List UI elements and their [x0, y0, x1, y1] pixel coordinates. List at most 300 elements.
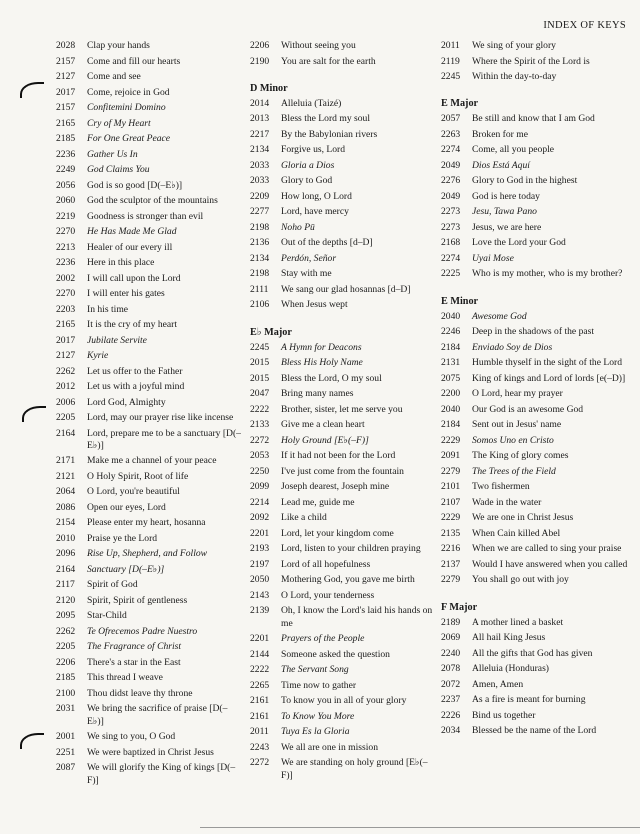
hymn-number: 2047	[250, 388, 270, 400]
index-entry	[56, 397, 246, 409]
index-entry	[56, 319, 246, 331]
hymn-number: 2144	[250, 648, 270, 660]
hymn-title: When Cain killed Abel	[472, 527, 561, 539]
hymn-title: It is the cry of my heart	[87, 319, 178, 330]
hymn-title: I've just come from the fountain	[281, 465, 404, 477]
hymn-number: 2193	[250, 543, 270, 555]
hymn-number: 2017	[56, 334, 76, 346]
hymn-number: 2069	[441, 632, 461, 644]
hymn-title: Lead me, guide me	[281, 496, 355, 508]
hymn-number: 2222	[250, 664, 270, 676]
index-entry	[56, 71, 246, 83]
hymn-title: Time now to gather	[281, 679, 357, 691]
index-entry	[56, 164, 246, 176]
hymn-title: We sing of your glory	[472, 40, 556, 51]
hymn-title: Bring many names	[281, 388, 354, 400]
hymn-title: I will enter his gates	[87, 288, 165, 299]
hymn-title: Someone asked the question	[281, 648, 390, 660]
hymn-number: 2086	[56, 501, 76, 513]
index-entry	[250, 711, 440, 723]
index-entry	[56, 564, 246, 576]
hymn-title: Enviado Soy de Dios	[472, 341, 553, 353]
hymn-number: 2262	[56, 365, 76, 377]
index-entry	[441, 512, 631, 524]
index-entry	[56, 40, 246, 52]
hymn-title: We are one in Christ Jesus	[472, 512, 574, 524]
index-entry	[250, 253, 440, 265]
index-entry	[56, 149, 246, 161]
hymn-number: 2198	[250, 221, 270, 233]
hymn-title: Bless the Lord my soul	[281, 113, 371, 125]
index-entry	[441, 543, 631, 555]
hymn-number: 2111	[250, 283, 269, 295]
index-entry	[441, 694, 631, 706]
hymn-number: 2262	[56, 625, 76, 637]
hymn-title: God the sculptor of the mountains	[87, 195, 218, 206]
index-entry	[441, 497, 631, 509]
hymn-number: 2154	[56, 517, 76, 529]
hymn-number: 2200	[441, 388, 461, 400]
hymn-number: 2276	[441, 175, 461, 187]
hymn-number: 2011	[250, 726, 269, 738]
index-entry	[250, 342, 440, 354]
hymn-title: Brother, sister, let me serve you	[281, 403, 403, 415]
hymn-title: A mother lined a basket	[472, 616, 564, 628]
index-entry	[250, 742, 440, 754]
index-entry	[441, 175, 631, 187]
hymn-number: 2015	[250, 372, 270, 384]
hymn-number: 2216	[441, 543, 461, 555]
index-entry	[56, 118, 246, 130]
hymn-title: Lord God, Almighty	[87, 396, 166, 408]
index-entry	[250, 680, 440, 692]
index-entry	[441, 481, 631, 493]
hymn-title: We will glorify the King of kings [D(–F)]	[87, 762, 236, 786]
hymn-title: Dios Está Aquí	[472, 159, 530, 171]
hymn-title: Give me a clean heart	[281, 419, 365, 431]
index-entry	[56, 102, 246, 114]
index-entry	[441, 56, 631, 68]
index-entry	[56, 747, 246, 759]
hymn-number: 2206	[56, 656, 76, 668]
index-entry	[56, 428, 246, 453]
hymn-number: 2165	[56, 117, 76, 129]
index-entry	[250, 590, 440, 602]
index-entry	[441, 144, 631, 156]
hymn-title: Lord, may our prayer rise like incense	[87, 412, 234, 423]
index-entry	[56, 548, 246, 560]
hymn-title: In his time	[87, 303, 129, 315]
hymn-title: Let us offer to the Father	[87, 365, 183, 377]
hymn-title: Come, all you people	[472, 144, 555, 156]
index-entry	[56, 502, 246, 514]
index-entry	[56, 304, 246, 316]
hymn-number: 2236	[56, 257, 76, 268]
index-entry	[250, 664, 440, 676]
hymn-number: 2270	[56, 288, 76, 299]
hymn-title: There's a star in the East	[87, 656, 181, 668]
index-entry	[441, 191, 631, 203]
hymn-title: Please enter my heart, hosanna	[87, 517, 206, 529]
hymn-number: 2034	[441, 725, 461, 737]
hymn-title: Praise ye the Lord	[87, 532, 158, 544]
hymn-number: 2010	[56, 532, 76, 544]
hymn-number: 2277	[250, 206, 270, 218]
index-entry	[250, 40, 440, 52]
hymn-number: 2131	[441, 357, 461, 369]
hymn-title: Jesu, Tawa Pano	[472, 206, 537, 218]
hymn-title: Spirit, Spirit of gentleness	[87, 594, 188, 606]
hymn-title: Glory to God in the highest	[472, 175, 578, 187]
hymn-title: Come and fill our hearts	[87, 55, 181, 67]
index-entry	[441, 528, 631, 540]
index-entry	[250, 435, 440, 447]
hymn-title: Here in this place	[87, 257, 155, 268]
hymn-number: 2135	[441, 527, 461, 539]
index-entry	[441, 40, 631, 52]
index-entry	[250, 373, 440, 385]
hymn-number: 2273	[441, 206, 461, 218]
hymn-number: 2205	[56, 641, 76, 653]
index-entry	[56, 595, 246, 607]
hymn-title: Without seeing you	[281, 40, 356, 51]
page-edge-line	[200, 827, 640, 828]
index-entry	[441, 679, 631, 691]
hymn-title: When Jesus wept	[281, 299, 348, 311]
hymn-title: Gloria a Dios	[281, 159, 335, 171]
hymn-title: He Has Made Me Glad	[87, 226, 177, 237]
hymn-number: 2127	[56, 71, 76, 82]
hymn-number: 2013	[250, 113, 270, 125]
hymn-title: For One Great Peace	[87, 133, 171, 144]
hymn-title: When we are called to sing your praise	[472, 543, 622, 555]
hymn-title: Bless the Lord, O my soul	[281, 372, 382, 384]
index-entry	[441, 648, 631, 660]
key-section-heading: E Major	[441, 98, 479, 110]
hymn-title: Sanctuary [D(–E♭)]	[87, 563, 165, 575]
hymn-title: Be still and know that I am God	[472, 113, 595, 125]
index-entry	[56, 641, 246, 653]
hymn-number: 2136	[250, 237, 270, 249]
margin-pen-mark	[20, 733, 44, 749]
index-entry	[56, 257, 246, 269]
hymn-number: 2184	[441, 419, 461, 431]
hymn-title: How long, O Lord	[281, 190, 352, 202]
hymn-title: Glory to God	[281, 175, 333, 187]
hymn-title: Broken for me	[472, 128, 528, 140]
hymn-title: Te Ofrecemos Padre Nuestro	[87, 625, 198, 637]
hymn-title: All the gifts that God has given	[472, 647, 593, 659]
index-entry	[56, 56, 246, 68]
index-entry	[56, 672, 246, 684]
hymn-title: This thread I weave	[87, 672, 163, 684]
hymn-number: 2096	[56, 548, 76, 560]
hymn-number: 2190	[250, 55, 270, 67]
hymn-title: Oh, I know the Lord's laid his hands on me	[281, 605, 433, 629]
index-entry	[56, 688, 246, 700]
hymn-number: 2217	[250, 128, 270, 140]
hymn-title: Bind us together	[472, 709, 536, 721]
hymn-number: 2157	[56, 55, 76, 67]
hymn-number: 2197	[250, 558, 270, 570]
hymn-number: 2057	[441, 113, 461, 125]
hymn-title: Where the Spirit of the Lord is	[472, 55, 590, 67]
hymn-title: You shall go out with joy	[472, 574, 569, 586]
index-entry	[250, 726, 440, 738]
hymn-title: If it had not been for the Lord	[281, 450, 396, 462]
index-entry	[56, 87, 246, 99]
hymn-number: 2279	[441, 574, 461, 586]
hymn-title: We are standing on holy ground [E♭(–F)]	[281, 757, 428, 781]
hymn-title: King of kings and Lord of lords [e(–D)]	[472, 372, 626, 384]
hymn-title: Wade in the water	[472, 496, 542, 508]
hymn-title: Amen, Amen	[472, 678, 524, 690]
hymn-number: 2028	[56, 40, 76, 51]
hymn-number: 2168	[441, 237, 461, 249]
hymn-title: We bring the sacrifice of praise [D(–E♭)]	[87, 703, 228, 727]
hymn-number: 2117	[56, 579, 75, 591]
index-entry	[56, 657, 246, 669]
hymn-number: 2206	[250, 40, 270, 51]
index-column-3	[441, 40, 631, 741]
hymn-title: O Holy Spirit, Root of life	[87, 470, 189, 482]
index-entry	[56, 242, 246, 254]
hymn-title: To know you in all of your glory	[281, 695, 407, 707]
hymn-number: 2246	[441, 326, 461, 338]
index-entry	[441, 268, 631, 280]
hymn-number: 2012	[56, 381, 76, 392]
hymn-title: O Lord, you're beautiful	[87, 486, 180, 498]
hymn-number: 2250	[250, 465, 270, 477]
key-section-heading: F Major	[441, 601, 478, 613]
hymn-number: 2143	[250, 589, 270, 601]
index-entry	[250, 357, 440, 369]
hymn-number: 2274	[441, 144, 461, 156]
hymn-title: Uyai Mose	[472, 252, 514, 264]
hymn-title: Joseph dearest, Joseph mine	[281, 481, 390, 493]
hymn-number: 2133	[250, 419, 270, 431]
index-entry	[56, 180, 246, 192]
index-entry	[56, 455, 246, 467]
index-entry	[250, 237, 440, 249]
hymn-number: 2060	[56, 195, 76, 206]
index-entry	[441, 373, 631, 385]
index-entry	[56, 626, 246, 638]
hymn-number: 2001	[56, 731, 76, 743]
hymn-title: You are salt for the earth	[281, 55, 376, 67]
index-entry	[56, 579, 246, 591]
hymn-number: 2137	[441, 558, 461, 570]
hymn-number: 2050	[250, 574, 270, 586]
hymn-title: Come, rejoice in God	[87, 86, 170, 98]
hymn-number: 2201	[250, 633, 270, 645]
hymn-title: God Claims You	[87, 164, 150, 175]
hymn-title: Clap your hands	[87, 40, 150, 51]
hymn-number: 2185	[56, 133, 76, 144]
hymn-number: 2161	[250, 710, 270, 722]
index-entry	[441, 160, 631, 172]
hymn-title: Deep in the shadows of the past	[472, 326, 595, 338]
hymn-number: 2189	[441, 616, 461, 628]
hymn-number: 2273	[441, 221, 461, 233]
index-entry	[441, 113, 631, 125]
index-entry	[250, 419, 440, 431]
hymn-number: 2249	[56, 164, 76, 175]
hymn-title: Bless His Holy Name	[281, 357, 363, 369]
index-entry	[441, 559, 631, 571]
hymn-number: 2134	[250, 252, 270, 264]
index-entry	[441, 357, 631, 369]
index-entry	[56, 211, 246, 223]
hymn-number: 2053	[250, 450, 270, 462]
index-entry	[441, 311, 631, 323]
hymn-title: Stay with me	[281, 268, 332, 280]
hymn-title: Lord of all hopefulness	[281, 558, 371, 570]
index-entry	[441, 388, 631, 400]
hymn-number: 2245	[441, 71, 461, 82]
hymn-number: 2185	[56, 672, 76, 684]
hymn-number: 2229	[441, 434, 461, 446]
hymn-title: Out of the depths [d–D]	[281, 237, 373, 249]
hymn-title: Perdón, Señor	[281, 252, 337, 264]
key-section-heading: E Minor	[441, 295, 479, 307]
index-entry	[441, 237, 631, 249]
hymn-title: Somos Uno en Cristo	[472, 434, 554, 446]
hymn-title: By the Babylonian rivers	[281, 128, 378, 140]
hymn-number: 2011	[441, 40, 460, 51]
index-entry	[441, 222, 631, 234]
index-entry	[250, 574, 440, 586]
hymn-number: 2017	[56, 86, 76, 98]
hymn-title: We were baptized in Christ Jesus	[87, 746, 214, 758]
index-entry	[250, 56, 440, 68]
hymn-number: 2139	[250, 605, 270, 617]
margin-pen-mark	[22, 406, 46, 422]
hymn-number: 2171	[56, 455, 76, 467]
hymn-number: 2040	[441, 310, 461, 322]
hymn-number: 2203	[56, 303, 76, 315]
index-entry	[250, 543, 440, 555]
index-entry	[250, 649, 440, 661]
index-entry	[441, 632, 631, 644]
hymn-number: 2119	[441, 55, 460, 67]
hymn-number: 2265	[250, 679, 270, 691]
hymn-title: All hail King Jesus	[472, 632, 546, 644]
index-entry	[250, 113, 440, 125]
hymn-title: Let us with a joyful mind	[87, 381, 185, 392]
hymn-title: Our God is an awesome God	[472, 403, 584, 415]
hymn-title: Healer of our every ill	[87, 241, 173, 253]
index-entry	[441, 617, 631, 629]
page-header: INDEX OF KEYS	[543, 20, 626, 31]
hymn-title: The Servant Song	[281, 664, 349, 676]
hymn-number: 2240	[441, 647, 461, 659]
hymn-title: Humble thyself in the sight of the Lord	[472, 357, 623, 369]
hymn-number: 2100	[56, 687, 76, 699]
hymn-number: 2134	[250, 144, 270, 156]
hymn-title: Like a child	[281, 512, 327, 524]
hymn-number: 2198	[250, 268, 270, 280]
hymn-number: 2002	[56, 272, 76, 284]
index-entry	[250, 144, 440, 156]
index-entry	[250, 695, 440, 707]
hymn-title: Blessed be the name of the Lord	[472, 725, 597, 737]
hymn-number: 2225	[441, 268, 461, 280]
index-entry	[250, 528, 440, 540]
index-entry	[250, 268, 440, 280]
hymn-title: Lord, let your kingdom come	[281, 527, 394, 539]
hymn-title: Thou didst leave thy throne	[87, 687, 193, 699]
hymn-number: 2222	[250, 403, 270, 415]
hymn-number: 2236	[56, 148, 76, 160]
hymn-number: 2184	[441, 341, 461, 353]
index-entry	[441, 342, 631, 354]
hymn-number: 2064	[56, 486, 76, 498]
hymn-title: O Lord, hear my prayer	[472, 388, 563, 400]
index-entry	[56, 610, 246, 622]
hymn-number: 2272	[250, 434, 270, 446]
hymn-number: 2075	[441, 372, 461, 384]
index-entry	[250, 191, 440, 203]
hymn-title: Sent out in Jesus' name	[472, 419, 562, 431]
hymn-title: Love the Lord your God	[472, 237, 566, 249]
index-entry	[441, 404, 631, 416]
hymn-title: Lord, prepare me to be a sanctuary [D(–E♭)]	[87, 427, 241, 451]
hymn-title: The Fragrance of Christ	[87, 641, 182, 653]
hymn-title: Two fishermen	[472, 481, 530, 493]
hymn-number: 2101	[441, 481, 461, 493]
index-entry	[441, 253, 631, 265]
hymn-title: I will call upon the Lord	[87, 272, 181, 284]
index-entry	[250, 299, 440, 311]
hymn-number: 2279	[441, 465, 461, 477]
hymn-number: 2033	[250, 175, 270, 187]
index-entry	[250, 129, 440, 141]
hymn-number: 2209	[250, 190, 270, 202]
hymn-number: 2243	[250, 741, 270, 753]
hymn-number: 2201	[250, 527, 270, 539]
hymn-title: A Hymn for Deacons	[281, 341, 362, 353]
index-entry	[56, 273, 246, 285]
hymn-title: Star-Child	[87, 610, 127, 622]
hymn-title: O Lord, your tenderness	[281, 589, 375, 601]
hymn-number: 2014	[250, 97, 270, 109]
index-entry	[56, 366, 246, 378]
index-entry	[441, 435, 631, 447]
hymn-number: 2157	[56, 102, 76, 113]
index-entry	[56, 533, 246, 545]
hymn-number: 2237	[441, 694, 461, 706]
index-entry	[56, 133, 246, 145]
hymn-title: Tuya Es la Gloria	[281, 726, 350, 738]
hymn-number: 2164	[56, 427, 76, 439]
index-entry	[250, 222, 440, 234]
hymn-title: We all are one in mission	[281, 741, 379, 753]
hymn-number: 2272	[250, 757, 270, 769]
hymn-number: 2031	[56, 703, 76, 715]
hymn-title: Kyrie	[87, 350, 109, 361]
index-entry	[56, 731, 246, 743]
hymn-number: 2127	[56, 350, 76, 361]
hymn-number: 2072	[441, 678, 461, 690]
hymn-number: 2226	[441, 709, 461, 721]
hymn-title: Gather Us In	[87, 148, 138, 160]
index-entry	[250, 633, 440, 645]
hymn-title: Spirit of God	[87, 579, 138, 591]
index-entry	[250, 160, 440, 172]
index-entry	[250, 175, 440, 187]
index-entry	[441, 725, 631, 737]
